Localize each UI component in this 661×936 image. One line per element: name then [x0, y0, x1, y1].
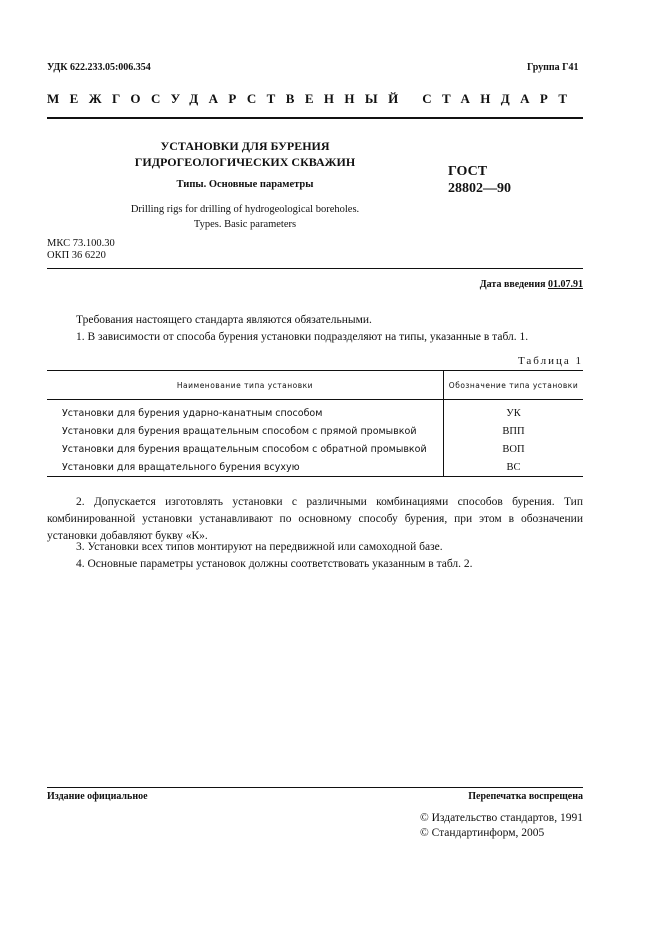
- table-cell-type-code: ВПП: [502, 425, 525, 437]
- top-rule: [47, 117, 583, 119]
- copyright-line-2: © Стандартинформ, 2005: [419, 827, 545, 839]
- paragraph-mandatory: Требования настоящего стандарта являются обязательными.: [76, 314, 372, 326]
- interstate-standard-heading: МЕЖГОСУДАРСТВЕННЫЙ СТАНДАРТ: [47, 91, 578, 106]
- paragraph-3: 3. Установки всех типов монтируют на передвижной или самоходной базе.: [76, 541, 443, 553]
- table-row: [47, 440, 583, 458]
- mks-code: МКС 73.100.30: [47, 238, 115, 249]
- copyright-block: [420, 811, 583, 841]
- table-header-type-code: Обозначение типа установки: [444, 371, 584, 400]
- gost-designation: [448, 163, 511, 197]
- document-subtitle: Типы. Основные параметры: [176, 179, 314, 190]
- english-title-line-1: Drilling rigs for drilling of hydrogeological boreholes.: [130, 204, 360, 215]
- table-row: [47, 458, 583, 477]
- paragraph-2: 2. Допускается изготовлять установки с различными комбинациями способов бурения. Тип комбинированной установки устанавливают по основному способу бурения, при этом в обозначении установки добавляют букву «К».: [47, 496, 583, 542]
- table-header-type-name: Наименование типа установки: [47, 371, 444, 400]
- table-cell-type-code: ВС: [444, 458, 584, 477]
- table-row: [47, 422, 583, 440]
- introduction-date-value: 01.07.91: [548, 279, 583, 290]
- gost-number: 28802—90: [448, 181, 511, 196]
- reprint-prohibited-note: Перепечатка воспрещена: [468, 791, 583, 802]
- table-cell-type-name: Установки для бурения ударно-канатным способом: [47, 400, 444, 423]
- table-cell-type-code: ВОП: [502, 443, 525, 455]
- table-cell-type-code: УК: [506, 407, 521, 419]
- group-code: Группа Г41: [527, 62, 579, 73]
- table-cell-type-name: Установки для бурения вращательным способом с прямой промывкой: [47, 422, 444, 440]
- paragraph-4: 4. Основные параметры установок должны соответствовать указанным в табл. 2.: [76, 558, 473, 570]
- bottom-rule: [47, 787, 583, 788]
- introduction-date-label: Дата введения: [479, 279, 548, 290]
- table-cell-type-name: Установки для вращательного бурения всухую: [47, 458, 444, 477]
- table-cell-type-name: Установки для бурения вращательным способом с обратной промывкой: [47, 440, 444, 458]
- table-1: [47, 370, 583, 477]
- document-title: [47, 138, 443, 170]
- middle-rule: [47, 268, 583, 269]
- classification-codes: [47, 238, 115, 262]
- copyright-line-1: © Издательство стандартов, 1991: [419, 812, 583, 824]
- table-header-row: [47, 371, 583, 400]
- paragraph-1: 1. В зависимости от способа бурения установки подразделяют на типы, указанные в табл. 1.: [76, 331, 529, 343]
- title-line-2: ГИДРОГЕОЛОГИЧЕСКИХ СКВАЖИН: [134, 155, 356, 169]
- table-row: [47, 400, 583, 423]
- title-line-1: УСТАНОВКИ ДЛЯ БУРЕНИЯ: [160, 139, 330, 153]
- english-title: [47, 202, 443, 232]
- english-title-line-2: Types. Basic parameters: [193, 219, 297, 230]
- okp-code: ОКП 36 6220: [47, 250, 106, 261]
- introduction-date: [480, 279, 583, 290]
- table-1-caption: Таблица 1: [517, 355, 583, 367]
- official-edition-note: Издание официальное: [47, 791, 148, 802]
- udk-code: УДК 622.233.05:006.354: [47, 62, 151, 73]
- gost-label: ГОСТ: [448, 164, 488, 179]
